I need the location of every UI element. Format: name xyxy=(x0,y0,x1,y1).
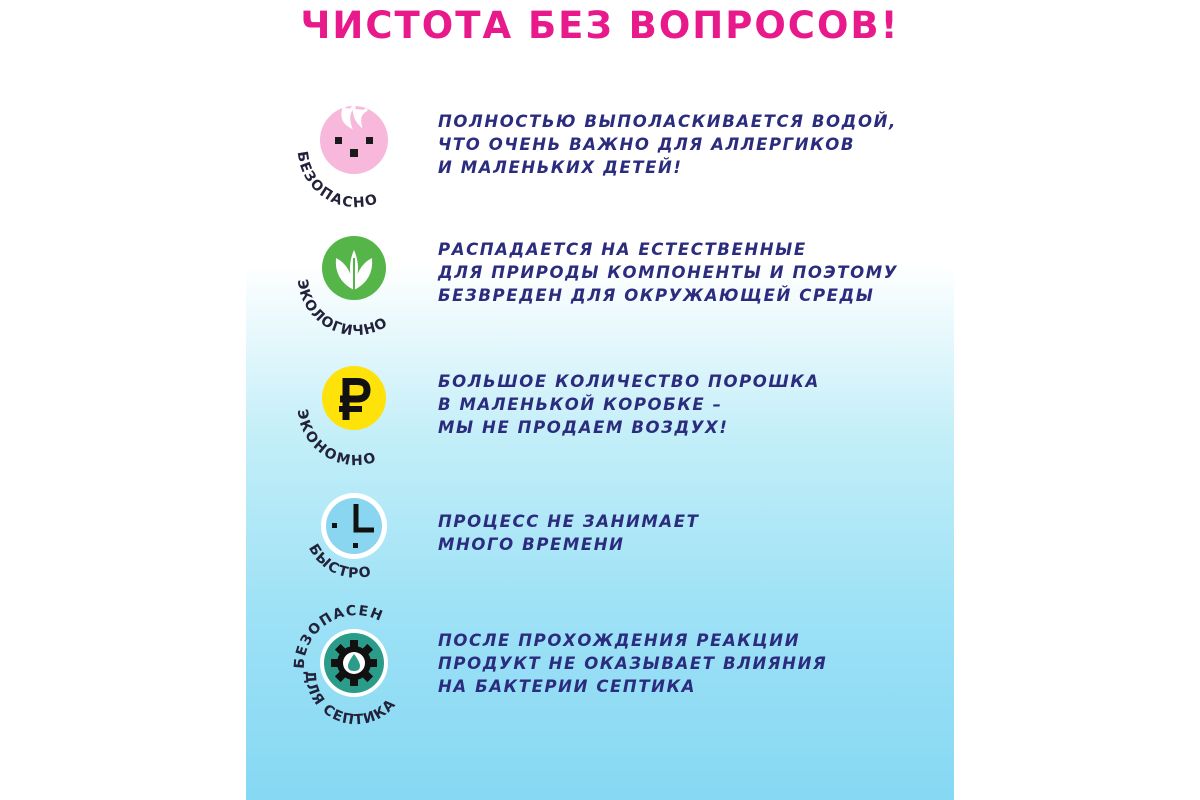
feature-economy xyxy=(246,358,954,498)
gear-drop-icon xyxy=(284,593,424,733)
badge-label-safe: БЕЗОПАСНО xyxy=(293,150,381,212)
badge-septic xyxy=(284,593,424,733)
badge-label-economy: ЭКОНОМНО xyxy=(293,408,380,470)
badge-label-septic-bottom: ДЛЯ СЕПТИКА xyxy=(301,670,400,729)
badge-label-eco: ЭКОЛОГИЧНО xyxy=(293,278,391,340)
feature-septic-text: ПОСЛЕ ПРОХОЖДЕНИЯ РЕАКЦИИ ПРОДУКТ НЕ ОКАЗЫВАЕТ ВЛИЯНИЯ НА БАКТЕРИИ СЕПТИКА xyxy=(438,631,828,696)
badge-label-septic-top: БЕЗОПАСЕН xyxy=(291,602,386,670)
poster xyxy=(246,0,954,800)
badge-economy xyxy=(284,358,424,498)
feature-safe xyxy=(246,100,954,240)
badge-eco xyxy=(284,228,424,368)
feature-eco-text: РАСПАДАЕТСЯ НА ЕСТЕСТВЕННЫЕ ДЛЯ ПРИРОДЫ КОМПОНЕНТЫ И ПОЭТОМУ БЕЗВРЕДЕН ДЛЯ ОКРУЖАЮЩЕЙ СРЕДЫ xyxy=(438,240,899,305)
baby-face-icon xyxy=(284,100,424,240)
feature-eco xyxy=(246,228,954,368)
badge-safe xyxy=(284,100,424,240)
feature-septic xyxy=(246,593,954,733)
page-title: ЧИСТОТА БЕЗ ВОПРОСОВ! xyxy=(300,4,900,47)
ruble-icon xyxy=(284,358,424,498)
badge-label-fast: БЫСТРО xyxy=(305,541,374,582)
leaf-icon xyxy=(284,228,424,368)
feature-fast-text: ПРОЦЕСС НЕ ЗАНИМАЕТ МНОГО ВРЕМЕНИ xyxy=(438,512,700,554)
feature-safe-text: ПОЛНОСТЬЮ ВЫПОЛАСКИВАЕТСЯ ВОДОЙ, ЧТО ОЧЕНЬ ВАЖНО ДЛЯ АЛЛЕРГИКОВ И МАЛЕНЬКИХ ДЕТЕЙ! xyxy=(438,112,897,177)
feature-economy-text: БОЛЬШОЕ КОЛИЧЕСТВО ПОРОШКА В МАЛЕНЬКОЙ КОРОБКЕ – МЫ НЕ ПРОДАЕМ ВОЗДУХ! xyxy=(438,372,820,437)
